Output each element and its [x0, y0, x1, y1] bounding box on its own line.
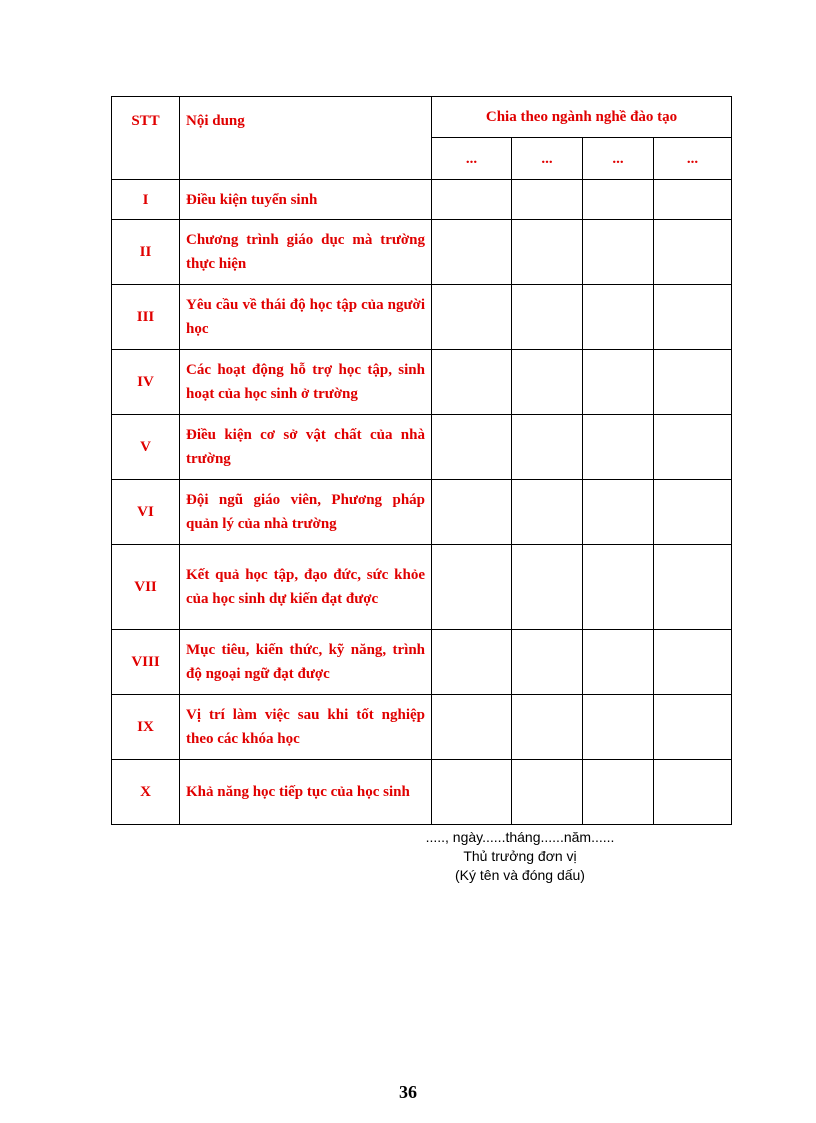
cell-major-2[interactable]: [512, 760, 583, 825]
signature-block: [400, 828, 640, 885]
cell-major-1[interactable]: [432, 415, 512, 480]
row-content: Mục tiêu, kiến thức, kỹ năng, trình độ ngoại ngữ đạt được: [180, 630, 432, 695]
table-row: [112, 630, 732, 695]
cell-major-4[interactable]: [654, 350, 732, 415]
cell-major-2[interactable]: [512, 695, 583, 760]
cell-major-2[interactable]: [512, 285, 583, 350]
cell-major-3[interactable]: [583, 695, 654, 760]
header-by-major: Chia theo ngành nghề đào tạo: [432, 97, 732, 138]
row-stt: X: [112, 760, 180, 825]
cell-major-1[interactable]: [432, 180, 512, 220]
row-content: Điều kiện tuyển sinh: [180, 180, 432, 220]
cell-major-3[interactable]: [583, 480, 654, 545]
cell-major-4[interactable]: [654, 760, 732, 825]
cell-major-4[interactable]: [654, 545, 732, 630]
table-row: [112, 415, 732, 480]
subheader-major-1: ...: [432, 138, 512, 180]
cell-major-3[interactable]: [583, 350, 654, 415]
row-stt: VIII: [112, 630, 180, 695]
row-stt: IX: [112, 695, 180, 760]
row-content: Kết quả học tập, đạo đức, sức khỏe của học sinh dự kiến đạt được: [180, 545, 432, 630]
row-stt: I: [112, 180, 180, 220]
cell-major-1[interactable]: [432, 545, 512, 630]
cell-major-3[interactable]: [583, 415, 654, 480]
cell-major-2[interactable]: [512, 350, 583, 415]
subheader-major-3: ...: [583, 138, 654, 180]
signature-note: (Ký tên và đóng dấu): [455, 867, 585, 883]
date-line: ....., ngày......tháng......năm......: [425, 829, 615, 845]
cell-major-1[interactable]: [432, 760, 512, 825]
row-stt: III: [112, 285, 180, 350]
table-row: [112, 695, 732, 760]
table-row: [112, 180, 732, 220]
table-row: [112, 220, 732, 285]
cell-major-4[interactable]: [654, 415, 732, 480]
row-stt: II: [112, 220, 180, 285]
cell-major-1[interactable]: [432, 285, 512, 350]
cell-major-1[interactable]: [432, 630, 512, 695]
cell-major-3[interactable]: [583, 545, 654, 630]
row-content: Chương trình giáo dục mà trường thực hiện: [180, 220, 432, 285]
row-stt: V: [112, 415, 180, 480]
header-content: Nội dung: [180, 97, 432, 180]
table-row: [112, 480, 732, 545]
cell-major-3[interactable]: [583, 220, 654, 285]
cell-major-3[interactable]: [583, 760, 654, 825]
cell-major-1[interactable]: [432, 350, 512, 415]
page-number: 36: [399, 1082, 417, 1102]
cell-major-3[interactable]: [583, 180, 654, 220]
cell-major-4[interactable]: [654, 180, 732, 220]
cell-major-3[interactable]: [583, 285, 654, 350]
cell-major-2[interactable]: [512, 180, 583, 220]
cell-major-4[interactable]: [654, 480, 732, 545]
row-stt: VI: [112, 480, 180, 545]
subheader-major-4: ...: [654, 138, 732, 180]
cell-major-2[interactable]: [512, 415, 583, 480]
cell-major-2[interactable]: [512, 220, 583, 285]
table-row: [112, 350, 732, 415]
table-row: [112, 545, 732, 630]
cell-major-1[interactable]: [432, 480, 512, 545]
table-row: [112, 285, 732, 350]
row-content: Đội ngũ giáo viên, Phương pháp quản lý của nhà trường: [180, 480, 432, 545]
cell-major-2[interactable]: [512, 630, 583, 695]
cell-major-1[interactable]: [432, 220, 512, 285]
cell-major-2[interactable]: [512, 545, 583, 630]
signer-title: Thủ trưởng đơn vị: [463, 848, 577, 864]
row-content: Khả năng học tiếp tục của học sinh: [180, 760, 432, 825]
row-content: Các hoạt động hỗ trợ học tập, sinh hoạt của học sinh ở trường: [180, 350, 432, 415]
row-stt: VII: [112, 545, 180, 630]
table-row: [112, 760, 732, 825]
row-content: Điều kiện cơ sở vật chất của nhà trường: [180, 415, 432, 480]
row-content: Vị trí làm việc sau khi tốt nghiệp theo các khóa học: [180, 695, 432, 760]
header-stt: STT: [112, 97, 180, 180]
cell-major-4[interactable]: [654, 630, 732, 695]
subheader-major-2: ...: [512, 138, 583, 180]
row-stt: IV: [112, 350, 180, 415]
row-content: Yêu cầu về thái độ học tập của người học: [180, 285, 432, 350]
header-row: [112, 97, 732, 138]
cell-major-4[interactable]: [654, 285, 732, 350]
cell-major-3[interactable]: [583, 630, 654, 695]
cell-major-2[interactable]: [512, 480, 583, 545]
cell-major-4[interactable]: [654, 220, 732, 285]
cell-major-1[interactable]: [432, 695, 512, 760]
cell-major-4[interactable]: [654, 695, 732, 760]
report-table: [111, 96, 732, 825]
